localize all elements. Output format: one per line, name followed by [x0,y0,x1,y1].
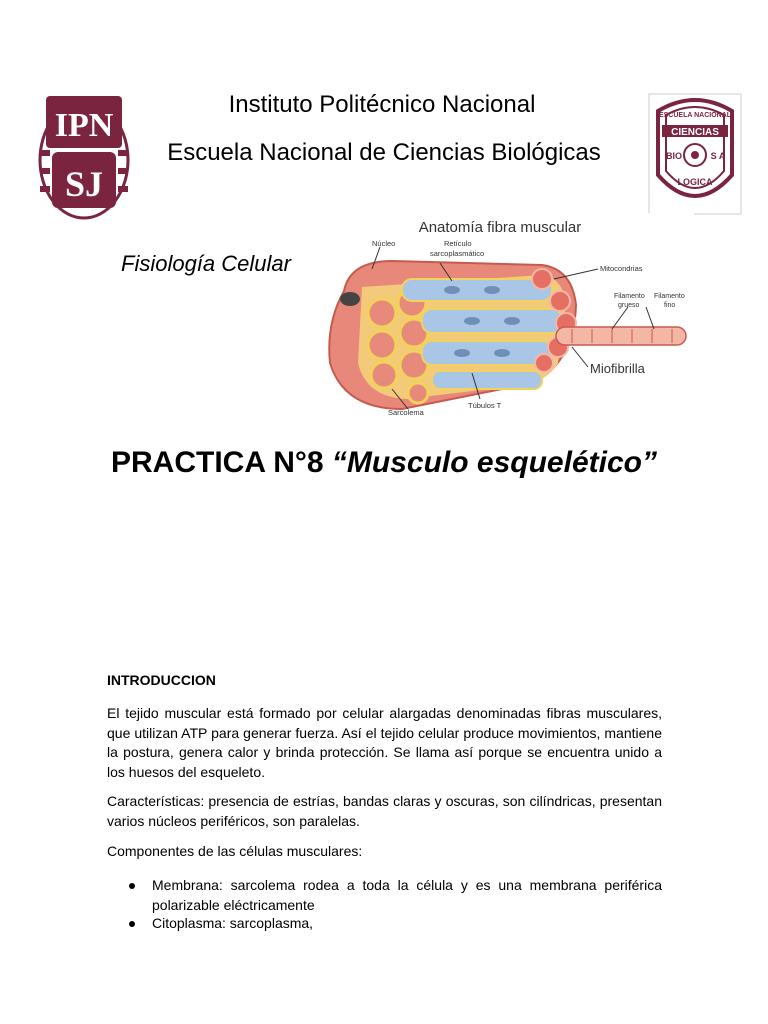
encb-logo-arc-text: ESCUELA NACIONAL [658,112,732,119]
components-heading: Componentes de las células musculares: [107,843,363,859]
figure-title: Anatomía fibra muscular [418,219,582,236]
figure-label-thick-filament: Filamento [614,293,645,300]
practice-title [0,446,768,480]
bullet-icon [129,921,135,927]
figure-label-t-tubules: Túbulos T [468,401,502,410]
practice-topic: “Musculo esquelético” [331,446,657,479]
encb-logo-band-text: CIENCIAS [671,127,719,138]
institution-name: Instituto Politécnico Nacional [228,91,536,118]
figure-label-reticulum-2: sarcoplasmático [430,249,485,258]
figure-label-sarcolemma: Sarcolema [388,408,424,417]
ipn-logo-letters: IPN [54,107,114,144]
encb-logo-side-right: S A [710,151,726,161]
subject-title: Fisiología Celular [121,251,291,276]
list-item: Membrana: sarcolema rodea a toda la célula y es una membrana periférica polarizable eléctricamente [152,877,662,913]
encb-logo-bottom-text: LOGICA [677,177,713,187]
figure-label-mitochondria: Mitocondrias [600,264,643,273]
ipn-logo-monogram: SJ [64,164,104,204]
figure-label-thin-filament: Filamento [654,293,685,300]
bullet-icon [129,883,135,889]
intro-paragraph: El tejido muscular está formado por celular alargadas denominadas fibras musculares, que utilizan ATP para generar fuerza. Así el tejido celular produce movimientos, mantiene la postura, genera calor y brinda protección. Se llama así porque se encuentra unido a los huesos del esqueleto. [107,705,662,780]
school-name: Escuela Nacional de Ciencias Biológicas [167,139,601,166]
figure-label-reticulum: Retículo [444,239,472,248]
features-paragraph: Características: presencia de estrías, bandas claras y oscuras, son cilíndricas, presentan varios núcleos periféricos, son paralelas. [107,793,662,829]
practice-number: PRACTICA N°8 [111,446,332,479]
muscle-fiber-figure [322,213,694,421]
figure-label-thick-filament-2: grueso [618,302,640,309]
list-item: Citoplasma: sarcoplasma, [152,915,314,931]
figure-label-myofibril: Miofibrilla [590,361,645,376]
encb-logo-side-left: BIO [665,151,683,161]
section-heading: INTRODUCCION [107,672,216,688]
figure-label-nucleus: Núcleo [372,239,396,248]
figure-label-thin-filament-2: fino [664,302,676,309]
